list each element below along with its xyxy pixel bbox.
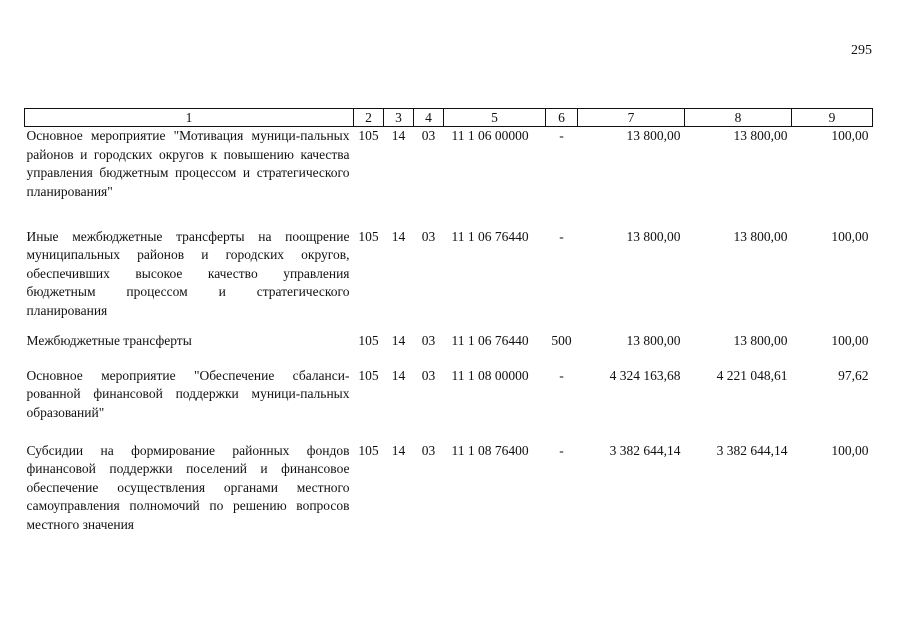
header-cell-1: 1 [25,109,354,127]
row-name: Межбюджетные трансферты [26,332,192,348]
row-col-2: 105 [358,367,379,383]
row-col-3: 14 [391,332,406,348]
row-col-6: - [559,228,564,244]
header-cell-4: 4 [414,109,444,127]
header-cell-3: 3 [384,109,414,127]
header-cell-2: 2 [354,109,384,127]
page-number: 295 [851,43,872,58]
table-row [25,127,873,228]
row-col-8: 13 800,00 [733,332,788,348]
row-col-6: - [559,367,564,383]
row-col-3: 14 [391,128,406,143]
header-row [25,109,873,127]
header-cell-9: 9 [792,109,873,127]
header-cell-8: 8 [685,109,792,127]
header-cell-5: 5 [444,109,546,127]
table-row [25,332,873,367]
row-col-5: 11 1 08 00000 [451,367,529,383]
row-col-7: 13 800,00 [626,228,681,244]
header-cell-7: 7 [578,109,685,127]
row-col-9: 100,00 [831,228,869,244]
row-col-4: 03 [421,367,436,383]
row-col-9: 100,00 [831,332,869,348]
row-col-6: - [559,442,564,458]
row-col-2: 105 [358,442,379,458]
row-col-7: 3 382 644,14 [609,442,681,458]
row-col-5: 11 1 08 76400 [451,442,529,458]
row-name: Основное мероприятие "Обеспечение сбаланси-рованной финансовой поддержки муници-пальных образований" [26,367,350,420]
row-col-8: 4 221 048,61 [716,367,788,383]
row-col-4: 03 [421,442,436,458]
row-col-2: 105 [358,228,379,244]
row-col-3: 14 [391,442,406,458]
row-col-3: 14 [391,228,406,244]
row-col-9: 100,00 [831,442,869,458]
row-col-8: 13 800,00 [733,228,788,244]
row-col-5: 11 1 06 00000 [451,128,529,143]
header-cell-6: 6 [546,109,578,127]
row-col-2: 105 [358,128,379,143]
row-col-2: 105 [358,332,379,348]
row-col-7: 13 800,00 [626,128,681,143]
table-row [25,228,873,332]
row-col-6: - [559,128,564,143]
row-name: Иные межбюджетные трансферты на поощрение муниципальных районов и городских округов, обеспечивших высокое качество управления бюджетным процессом и стратегического планирования [26,228,350,318]
row-col-4: 03 [421,332,436,348]
table-row [25,367,873,442]
table-row [25,442,873,542]
row-col-9: 97,62 [838,367,869,383]
row-name: Основное мероприятие "Мотивация муници-пальных районов и городских округов к повышению качества управления бюджетным процессом и стратегического планирования" [26,128,350,199]
row-col-3: 14 [391,367,406,383]
row-col-6: 500 [551,332,572,348]
budget-table [24,108,873,542]
row-col-4: 03 [421,128,436,143]
row-col-4: 03 [421,228,436,244]
row-col-5: 11 1 06 76440 [451,228,529,244]
row-col-8: 13 800,00 [733,128,788,143]
row-col-5: 11 1 06 76440 [451,332,529,348]
row-col-8: 3 382 644,14 [716,442,788,458]
row-col-7: 4 324 163,68 [609,367,681,383]
row-col-9: 100,00 [831,128,869,143]
row-col-7: 13 800,00 [626,332,681,348]
row-name: Субсидии на формирование районных фондов финансовой поддержки поселений и финансовое обеспечение осуществления органами местного самоуправления полномочий по решению вопросов местного значения [26,442,350,532]
